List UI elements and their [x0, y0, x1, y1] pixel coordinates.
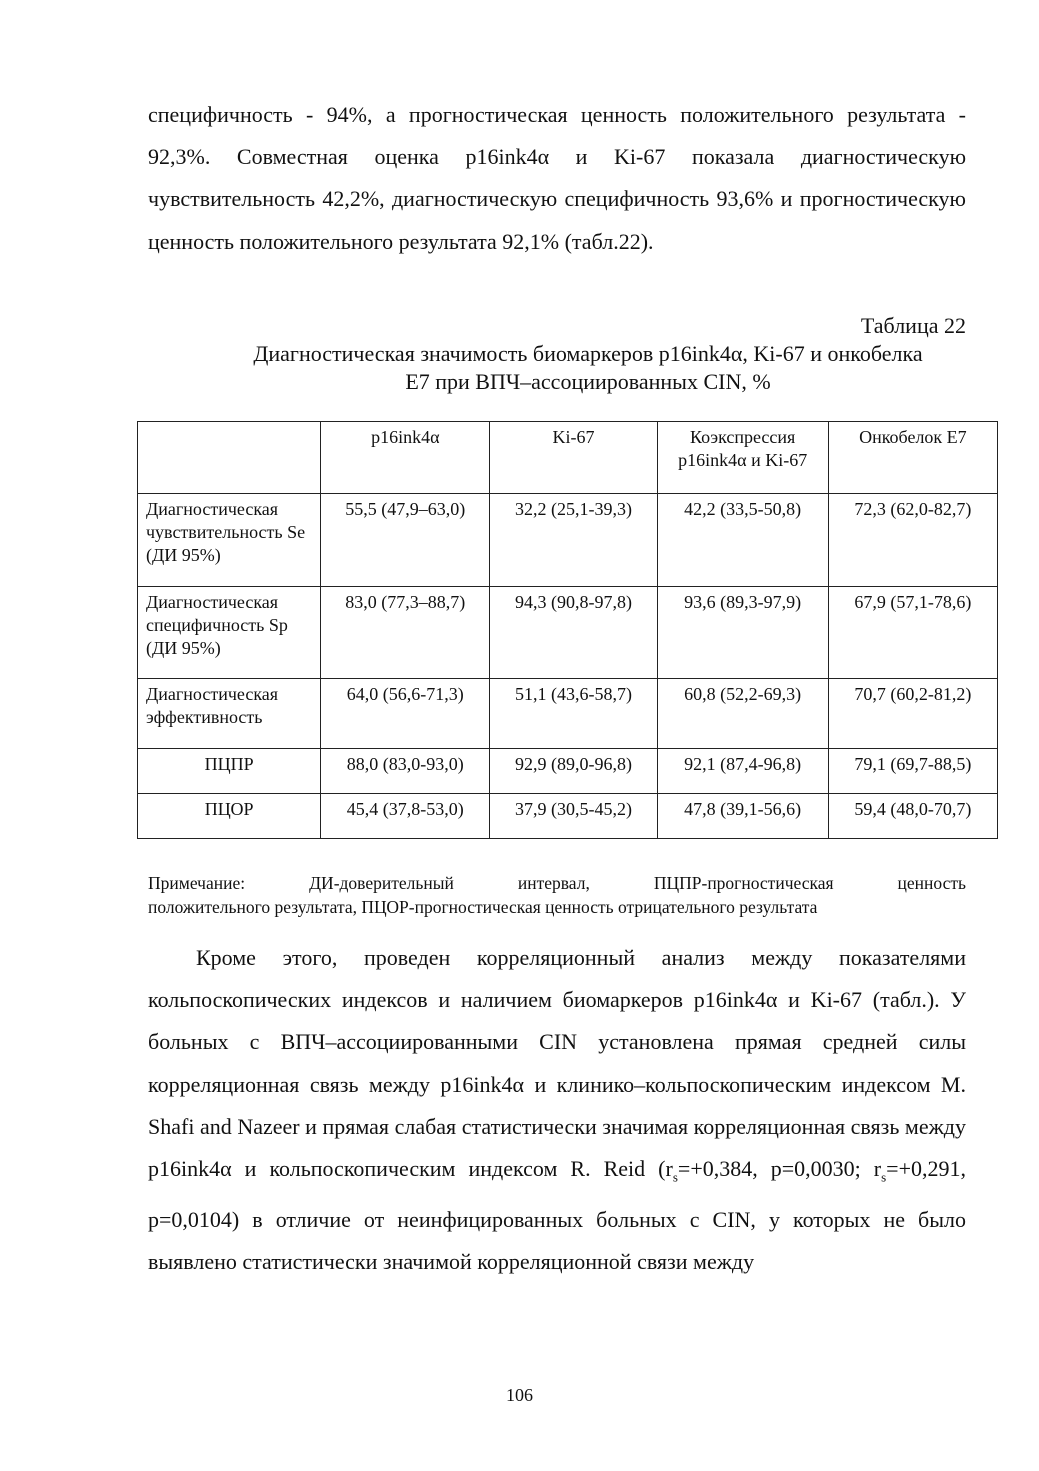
row-label-ppv: ПЦПР [138, 749, 321, 794]
table-cell: 42,2 (33,5-50,8) [657, 494, 828, 587]
table-cell: 94,3 (90,8-97,8) [490, 587, 657, 679]
table-number: Таблица 22 [860, 313, 966, 338]
table-cell: 72,3 (62,0-82,7) [828, 494, 997, 587]
table-cell: 59,4 (48,0-70,7) [828, 794, 997, 839]
row-label-sensitivity: Диагностическая чувствительность Se (ДИ 95%) [138, 494, 321, 587]
biomarker-table [137, 421, 998, 839]
table-row [138, 749, 998, 794]
note-line-1: Примечание: ДИ-доверительный интервал, ПЦПР-прогностическая ценность [148, 873, 966, 893]
table-cell: 92,9 (89,0-96,8) [490, 749, 657, 794]
table-cell: 93,6 (89,3-97,9) [657, 587, 828, 679]
header-cell-coexpression: Коэкспрессия p16ink4α и Ki-67 [657, 422, 828, 494]
table-title-line-2: E7 при ВПЧ–ассоциированных CIN, % [405, 369, 771, 394]
table-row [138, 679, 998, 749]
table-cell: 47,8 (39,1-56,6) [657, 794, 828, 839]
outro-text-part-2: =+0,384, p=0,0030; r [677, 1156, 882, 1182]
table-cell: 67,9 (57,1-78,6) [828, 587, 997, 679]
row-label-npv: ПЦОР [138, 794, 321, 839]
table-cell: 83,0 (77,3–88,7) [321, 587, 490, 679]
note-line-2: положительного результата, ПЦОР-прогностическая ценность отрицательного результата [148, 897, 818, 917]
row-label-specificity: Диагностическая специфичность Sp (ДИ 95%) [138, 587, 321, 679]
table-cell: 64,0 (56,6-71,3) [321, 679, 490, 749]
table-cell: 51,1 (43,6-58,7) [490, 679, 657, 749]
table-cell: 32,2 (25,1-39,3) [490, 494, 657, 587]
outro-text [148, 937, 966, 1283]
table-row [138, 494, 998, 587]
table-title [150, 340, 1026, 396]
table-cell: 60,8 (52,2-69,3) [657, 679, 828, 749]
intro-text: специфичность - 94%, а прогностическая ценность положительного результата - 92,3%. Совместная оценка p16ink4α и Ki-67 показала диагностическую чувствительность 42,2%, диагностическую специфичность 93,6% и прогностическую ценность положительного результата 92,1% (табл.22). [148, 102, 966, 254]
table-cell: 88,0 (83,0-93,0) [321, 749, 490, 794]
outro-subscript-2: s [881, 1169, 887, 1185]
table-cell: 55,5 (47,9–63,0) [321, 494, 490, 587]
table-cell: 92,1 (87,4-96,8) [657, 749, 828, 794]
page-number: 106 [506, 1385, 533, 1405]
table-note [148, 871, 966, 919]
table-row [138, 587, 998, 679]
table-header-row [138, 422, 998, 494]
outro-paragraph [148, 937, 966, 1283]
header-cell-ki67: Ki-67 [490, 422, 657, 494]
table-row [138, 794, 998, 839]
row-label-efficiency: Диагностическая эффективность [138, 679, 321, 749]
table-title-line-1: Диагностическая значимость биомаркеров p16ink4α, Ki-67 и онкобелка [253, 341, 923, 366]
header-cell-p16: p16ink4α [321, 422, 490, 494]
outro-subscript-1: s [672, 1169, 678, 1185]
outro-text-part-3: =+0,291, p=0,0104) в отличие от неинфицированных больных с CIN, у которых не было выявлено статистически значимой корреляционной связи между [148, 1156, 966, 1274]
table-cell: 70,7 (60,2-81,2) [828, 679, 997, 749]
header-cell-empty [138, 422, 321, 494]
header-cell-e7: Онкобелок Е7 [828, 422, 997, 494]
outro-text-part-1: Кроме этого, проведен корреляционный анализ между показателями кольпоскопических индексов и наличием биомаркеров p16ink4α и Ki-67 (табл.). У больных с ВПЧ–ассоциированными CIN установлена прямая средней силы корреляционная связь между p16ink4α и клинико–кольпоскопическим индексом M. Shafi and Nazeer и прямая слабая статистически значимая корреляционная связь между p16ink4α и кольпоскопическим индексом R. Reid (r [148, 945, 966, 1182]
intro-paragraph [148, 94, 966, 263]
table-cell: 37,9 (30,5-45,2) [490, 794, 657, 839]
table-cell: 45,4 (37,8-53,0) [321, 794, 490, 839]
table-cell: 79,1 (69,7-88,5) [828, 749, 997, 794]
